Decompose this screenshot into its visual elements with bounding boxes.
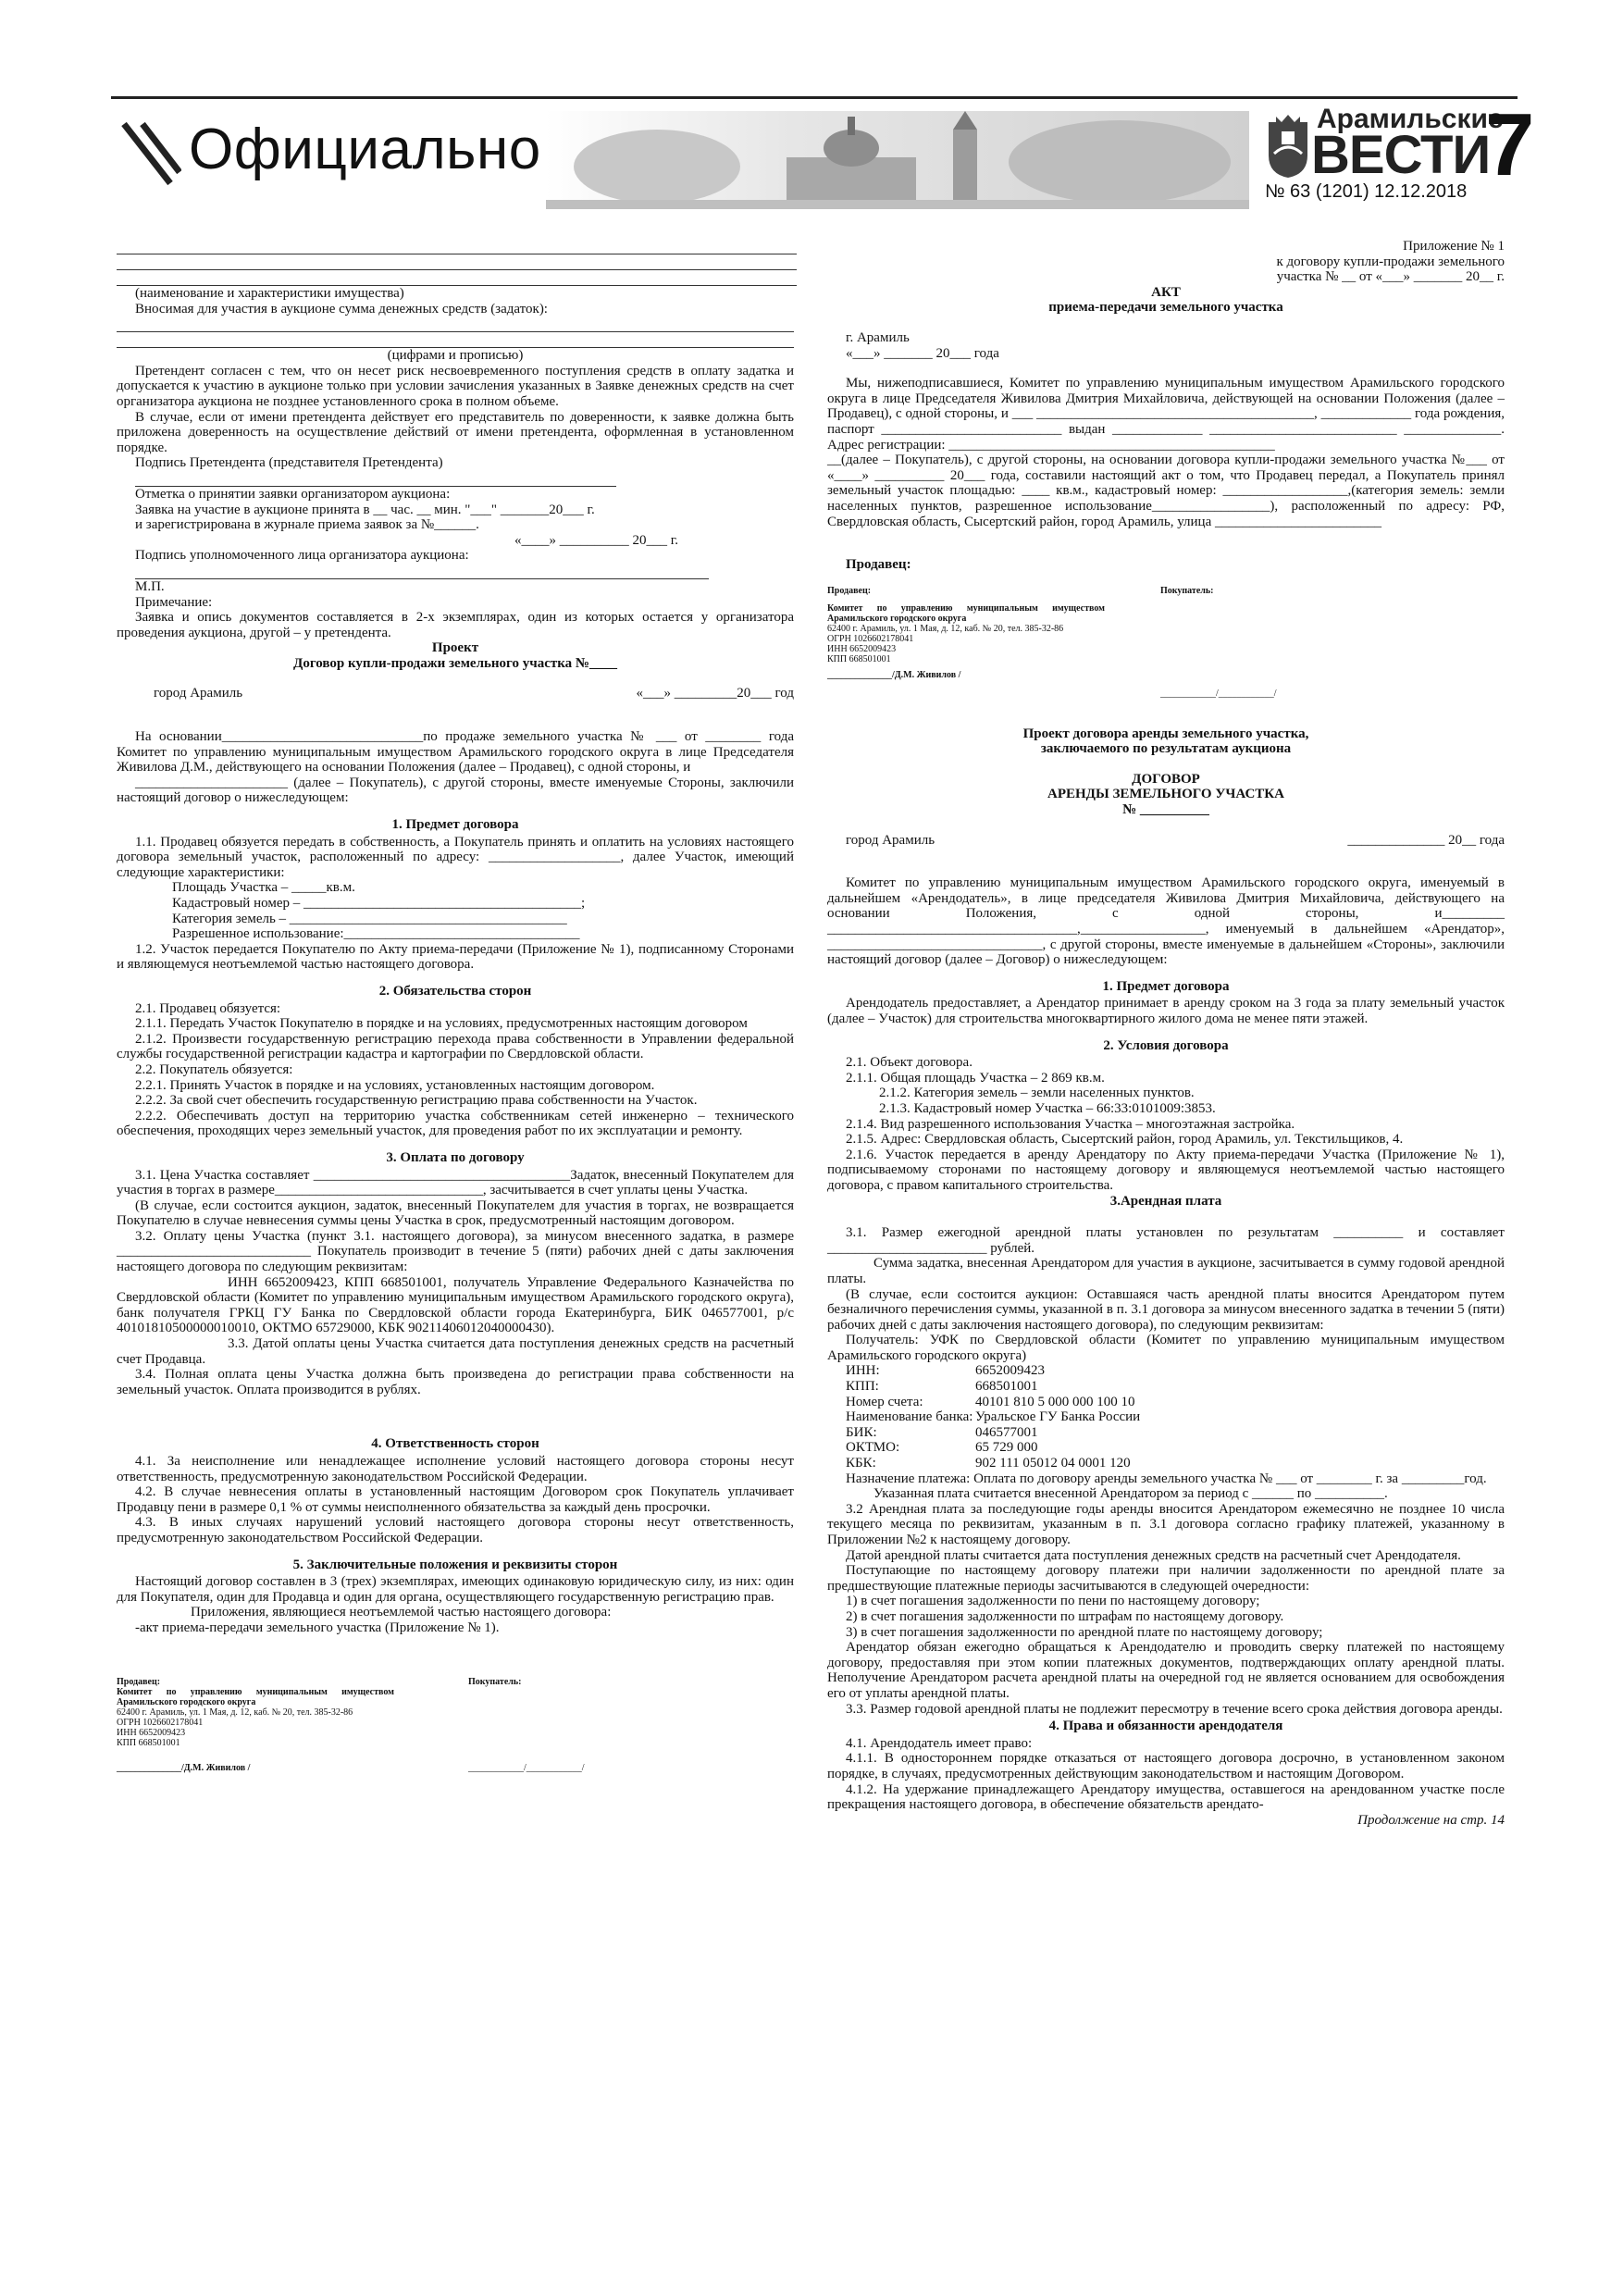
seller-label: Продавец: [827, 585, 872, 596]
blank-line [117, 254, 797, 270]
appendix-ref: к договору купли-продажи земельного [1276, 254, 1505, 269]
deposit-label: Вносимая для участия в аукционе сумма денежных средств (задаток): [135, 301, 548, 316]
paragraph: В случае, если от имени претендента действует его представитель по доверенности, к заявке должна быть приложена доверенность на осуществление действий от имени претендента, оформленная в установленном порядке. [117, 409, 794, 455]
requisite-key: ИНН: [846, 1363, 880, 1379]
signature-line [135, 471, 616, 487]
requisite-row [827, 1409, 1505, 1425]
blank-line [117, 332, 794, 348]
continued-note: Продолжение на стр. 14 [1357, 1812, 1505, 1828]
paragraph: 2.1. Объект договора. [846, 1055, 973, 1071]
requisite-value: 046577001 [975, 1424, 1038, 1440]
paragraph: 2.1.1. Общая площадь Участка – 2 869 кв.м. [846, 1070, 1105, 1086]
date: ______________ 20__ года [1347, 832, 1505, 848]
section-heading: 1. Предмет договора [1102, 978, 1230, 994]
paragraph: 3.3. Размер годовой арендной платы не подлежит пересмотру в течение всего срока действия договора аренды. [846, 1701, 1503, 1717]
paragraph: Претендент согласен с тем, что он несет риск несвоевременного поступления средств в оплату задатка и допускается к участию в аукционе только при условии зачисления указанных в Заявке денежных средств на счет организатора аукциона не позднее установленного срока в полном объеме. [117, 363, 794, 409]
seller-signature: ______________/Д.М. Живилов / [117, 1762, 251, 1773]
section-heading: 2. Обязательства сторон [378, 983, 532, 999]
field-line: Категория земель – ________________________________________ [172, 911, 567, 926]
appendix-ref: участка № __ от «___» _______ 20__ г. [1276, 269, 1505, 285]
buyer-signature: ____________/____________/ [1160, 688, 1277, 699]
page-header [111, 95, 1535, 209]
stamp-mark: М.П. [135, 578, 165, 594]
newspaper-logo [1263, 100, 1504, 211]
section-heading: 3.Арендная плата [1109, 1193, 1222, 1209]
seller-address: 62400 г. Арамиль, ул. 1 Мая, д. 12, каб. № 20, тел. 385-32-86 [827, 623, 1064, 634]
lease-project-title: Проект договора аренды земельного участка, [1022, 726, 1309, 741]
seller-address: 62400 г. Арамиль, ул. 1 Мая, д. 12, каб. № 20, тел. 385-32-86 [117, 1706, 353, 1718]
paragraph: Арендодатель предоставляет, а Арендатор принимает в аренду сроком на 3 года за плату земельный участок (далее – Участок) для строительства многоквартирного жилого дома не менее пяти этажей. [827, 996, 1505, 1026]
seller-name: Комитет по управлению муниципальным имуществом Арамильского городского округа [827, 602, 1105, 624]
paragraph: Сумма задатка, внесенная Арендатором для участия в аукционе, засчитывается в сумму годовой арендной платы. [827, 1256, 1505, 1286]
paragraph: Приложения, являющиеся неотъемлемой частью настоящего договора: [191, 1605, 612, 1620]
paragraph: Комитет по управлению муниципальным имуществом Арамильского городского округа, именуемый в дальнейшем «Арендодатель», в лице председателя Живилова Дмитрия Михайловича, действующего на основании Положения, с одной стороны, и_________ ____________________________________,__________________, именуемый в дальнейшем «Арендатор», _______________________________, с другой стороны, вместе именуемые в дальнейшем «Стороны», заключили настоящий договор (далее – Договор) о нижеследующем: [827, 875, 1505, 968]
city: город Арамиль [846, 832, 935, 848]
paragraph: 3.2. Оплату цены Участка (пункт 3.1. настоящего договора), за минусом внесенного задатка, в размере ____________________________ Покупатель производит в течение 5 (пяти) рабочих дней с даты заключения настоящего договора по следующим реквизитам: [117, 1228, 794, 1275]
date: «___» _________20___ год [636, 686, 794, 701]
appendix-label: Приложение № 1 [1403, 239, 1505, 254]
paragraph: 2.1.1. Передать Участок Покупателю в порядке и на условиях, предусмотренных настоящим договором [135, 1016, 748, 1032]
digits-caption: (цифрами и прописью) [387, 348, 524, 364]
requisite-row [827, 1363, 1505, 1379]
paragraph: 3.4. Полная оплата цены Участка должна быть произведена до регистрации права собственности на земельный участок. Оплата производится в рублях. [117, 1367, 794, 1397]
project-label: Проект [431, 640, 479, 656]
paragraph: и зарегистрирована в журнале приема заявок за №______. [135, 517, 479, 533]
contract-title: Договор купли-продажи земельного участка №____ [293, 655, 617, 671]
blank-line [117, 239, 797, 254]
section-heading: 5. Заключительные положения и реквизиты сторон [292, 1557, 618, 1572]
paragraph: 2) в счет погашения задолженности по штрафам по настоящему договору. [846, 1608, 1284, 1624]
city: г. Арамиль [846, 329, 910, 345]
paragraph: -акт приема-передачи земельного участка (Приложение № 1). [135, 1620, 500, 1635]
city: город Арамиль [154, 686, 243, 701]
section-heading: 4. Права и обязанности арендодателя [1048, 1719, 1283, 1734]
city-crest-icon [1265, 113, 1311, 180]
church-photo-banner [546, 111, 1249, 209]
date-line: «____» __________ 20___ г. [514, 532, 678, 548]
paragraph: 4.2. В случае невнесения оплаты в установленный настоящим Договором срок Покупатель уплачивает Продавцу пени в размере 0,1 % от суммы неисполненного обязательства за каждый день просрочки. [117, 1484, 794, 1515]
right-column [827, 239, 1505, 1828]
lease-project-subtitle: заключаемого по результатам аукциона [1040, 741, 1292, 757]
lease-title: АРЕНДЫ ЗЕМЕЛЬНОГО УЧАСТКА [1047, 787, 1285, 802]
section-heading: 1. Предмет договора [391, 817, 519, 833]
paragraph: 2.1.2. Категория земель – земли населенных пунктов. [879, 1086, 1195, 1101]
paragraph: 4.1.2. На удержание принадлежащего Арендатору имущества, оставшегося на арендованном участке после прекращения настоящего договора, в обеспечение обязательств арендато- [827, 1781, 1505, 1813]
buyer-block [1160, 586, 1277, 699]
date: «___» _______ 20___ года [846, 345, 999, 361]
requisite-row [827, 1440, 1505, 1456]
seller-kpp: КПП 668501001 [117, 1737, 180, 1748]
page-number: 7 [1485, 95, 1535, 194]
seller-kpp: КПП 668501001 [827, 653, 891, 664]
paragraph: 3.1. Размер ежегодной арендной платы установлен по результатам __________ и составляет _______________________ рублей. [827, 1225, 1505, 1256]
paragraph: 4.3. В иных случаях нарушений условий настоящего договора стороны несут ответственность, предусмотренную законодательством Российской Федерации. [117, 1515, 794, 1545]
signature-block [117, 1677, 794, 1773]
buyer-label: Покупатель: [468, 1676, 522, 1687]
paragraph: 3) в счет погашения задолженности по арендной плате по настоящему договору; [846, 1624, 1323, 1640]
requisite-key: БИК: [846, 1424, 877, 1440]
paragraph: Мы, нижеподписавшиеся, Комитет по управлению муниципальным имуществом Арамильского городского округа в лице Председателя Живилова Дмитрия Михайловича, действующей на основании Положения (далее – Продавец), с одной стороны, и ___ ________________________________________, _____________ года рождения, паспорт __________________________ выдан _____________ ___________________________ ______________. Адрес регистрации: _______________________________________________ [827, 376, 1505, 453]
seller-inn: ИНН 6652009423 [117, 1727, 186, 1738]
requisite-key: КПП: [846, 1379, 879, 1395]
requisite-value: Уральское ГУ Банка России [975, 1409, 1141, 1425]
paragraph: (В случае, если состоится аукцион: Оставшаяся часть арендной платы вносится Арендатором путем безналичного перечисления суммы, указанной в п. 3.1 договора за минусом внесенного задатка в течении 5 (пяти) рабочих дней с даты заключения настоящего договора), по следующим реквизитам: [827, 1286, 1505, 1333]
brand-top-text: Арамильские [1317, 104, 1504, 134]
requisite-value: 668501001 [975, 1379, 1038, 1395]
paragraph: 2.1.2. Произвести государственную регистрацию перехода права собственности в Управлении федеральной службы государственной регистрации кадастра и картографии по Свердловской области. [117, 1031, 794, 1062]
field-line: Кадастровый номер – ________________________________________; [172, 896, 586, 911]
buyer-signature: ____________/____________/ [468, 1762, 585, 1773]
paragraph: 4.1. Арендодатель имеет право: [846, 1735, 1033, 1751]
paragraph: Отметка о принятии заявки организатором аукциона: [135, 486, 451, 502]
seller-ogrn: ОГРН 1026602178041 [117, 1717, 204, 1728]
paragraph: 4.1. За неисполнение или ненадлежащее исполнение условий настоящего договора стороны несут ответственность, предусмотренную законодательством Российской Федерации. [117, 1454, 794, 1484]
paragraph: Заявка на участие в аукционе принята в __ час. __ мин. "___" _______20___ г. [135, 502, 595, 517]
paragraph: Настоящий договор составлен в 3 (трех) экземплярах, имеющих одинаковую юридическую силу, из них: один для Покупателя, один для Продавца и один для органа, осуществляющего государственную регистрацию прав. [117, 1574, 794, 1605]
requisite-row [827, 1456, 1505, 1471]
paragraph: 2.1.4. Вид разрешенного использования Участка – многоэтажная застройка. [846, 1116, 1295, 1132]
act-title: АКТ [1151, 284, 1181, 300]
paragraph: Поступающие по настоящему договору платежи при наличии задолженности по арендной плате за предшествующие платежные периоды засчитываются в следующей очередности: [827, 1563, 1505, 1594]
seller-name: Комитет по управлению муниципальным имуществом Арамильского городского округа [117, 1686, 394, 1707]
requisite-key: Номер счета: [846, 1394, 923, 1409]
seller-label: Продавец: [117, 1676, 161, 1687]
requisite-value: 40101 810 5 000 000 100 10 [975, 1394, 1135, 1409]
city-date-row [827, 833, 1505, 849]
bank-requisites [827, 1363, 1505, 1471]
blank-line [117, 270, 797, 286]
left-column [117, 239, 794, 1773]
seller-signature: ______________/Д.М. Живилов / [827, 669, 961, 680]
paragraph: (В случае, если состоится аукцион, задаток, внесенный Покупателем для участия в торгах, не возвращается Покупателю в случае невнесения суммы цены Участка в срок, предусмотренный настоящим договором. [117, 1198, 794, 1229]
paragraph: Получатель: УФК по Свердловской области (Комитет по управлению муниципальным имуществом Арамильского городского округа) [827, 1333, 1505, 1363]
seller-block [827, 586, 1105, 699]
paragraph: 2.2.2. Обеспечивать доступ на территорию участка собственникам сетей инженерно – технического обеспечения, проходящих через земельный участок, для проведения работ по их эксплуатации и ремонту. [117, 1108, 794, 1139]
paragraph: Арендатор обязан ежегодно обращаться к Арендодателю и проводить сверку платежей по настоящему договору, предоставляя при этом копии платежных документов, подтверждающих оплату арендной платы. Неполучение Арендатором расчета арендной платы на очередной год не является основанием для освобождения его от уплаты арендной платы. [827, 1640, 1505, 1701]
paragraph: 2.1.5. Адрес: Свердловская область, Сысертский район, город Арамиль, ул. Текстильщиков, 4. [846, 1132, 1404, 1148]
slashes-icon [117, 120, 181, 187]
paragraph: 2.1. Продавец обязуется: [135, 1000, 281, 1016]
buyer-block [468, 1677, 585, 1773]
requisite-key: КБК: [846, 1456, 876, 1471]
lease-number: № __________ [1122, 802, 1209, 818]
paragraph: 2.1.3. Кадастровый номер Участка – 66:33:0101009:3853. [879, 1100, 1216, 1116]
requisite-value: 902 111 05012 04 0001 120 [975, 1456, 1131, 1471]
seller-ogrn: ОГРН 1026602178041 [827, 633, 914, 644]
requisite-row [827, 1395, 1505, 1410]
paragraph: Подпись уполномоченного лица организатора аукциона: [135, 548, 469, 564]
requisite-key: ОКТМО: [846, 1440, 900, 1456]
paragraph: 2.2.2. За свой счет обеспечить государственную регистрацию права собственности на Участок. [135, 1093, 698, 1109]
issue-info: № 63 (1201) 12.12.2018 [1265, 181, 1468, 202]
paragraph: Подпись Претендента (представителя Претендента) [135, 455, 443, 471]
act-subtitle: приема-передачи земельного участка [1048, 300, 1283, 316]
requisite-row [827, 1425, 1505, 1441]
seller-block [117, 1677, 394, 1773]
section-heading: 3. Оплата по договору [386, 1149, 525, 1165]
requisite-value: 65 729 000 [975, 1440, 1038, 1456]
paragraph: Указанная плата считается внесенной Арендатором за период с ______ по __________. [873, 1486, 1388, 1502]
paragraph: 3.1. Цена Участка составляет _____________________________________Задаток, внесенный Покупателем для участия в торгах в размере______________________________, засчитывается в счет уплаты цены Участка. [117, 1167, 794, 1198]
requisite-row [827, 1379, 1505, 1395]
field-line: Площадь Участка – _____кв.м. [172, 880, 355, 896]
paragraph: 3.3. Датой оплаты цены Участка считается дата поступления денежных средств на расчетный счет Продавца. [117, 1336, 794, 1367]
city-date-row [117, 686, 794, 701]
seller-inn: ИНН 6652009423 [827, 643, 897, 654]
paragraph: На основании_____________________________по продаже земельного участка № ___ от ________ года Комитет по управлению муниципальным имуществом Арамильского городского округа в лице Председателя Живилова Д.М., действующего на основании Положения (далее – Продавец), с одной стороны, и [117, 729, 794, 776]
property-caption: (наименование и характеристики имущества) [135, 286, 404, 301]
blank-line [117, 316, 794, 332]
signature-line [135, 564, 709, 579]
paragraph: Датой арендной платы считается дата поступления денежных средств на расчетный счет Арендодателя. [846, 1547, 1461, 1563]
paragraph: 1.1. Продавец обязуется передать в собственность, а Покупатель принять и оплатить на условиях настоящего договора земельный участок, расположенный по адресу: ___________________, далее Участок, имеющий следующие характеристики: [117, 834, 794, 880]
paragraph: 2.2.1. Принять Участок в порядке и на условиях, установленных настоящим договором. [135, 1077, 655, 1093]
paragraph: 2.2. Покупатель обязуется: [135, 1061, 293, 1077]
paragraph: 3.2 Арендная плата за последующие годы аренды вносится Арендатором ежемесячно не позднее 10 числа текущего месяца по реквизитам, указанным в п. 3.1 договора согласно графику платежей, указанному в Приложении №2 к настоящему договору. [827, 1501, 1505, 1547]
paragraph: 4.1.1. В одностороннем порядке отказаться от настоящего договора досрочно, в установленном законом порядке, в случаях, предусмотренных действующим законодательством и настоящим Договором. [827, 1751, 1505, 1781]
paragraph: ______________________ (далее – Покупатель), с другой стороны, вместе именуемые Стороны, заключили настоящий договор о нижеследующем: [117, 775, 794, 806]
buyer-label: Покупатель: [1160, 585, 1214, 596]
paragraph: Назначение платежа: Оплата по договору аренды земельного участка № ___ от ________ г. за _________год. [846, 1471, 1487, 1486]
paragraph: 1) в счет погашения задолженности по пени по настоящему договору; [846, 1594, 1260, 1609]
header-top-rule [111, 96, 1518, 99]
note-label: Примечание: [135, 594, 213, 610]
paragraph: Заявка и опись документов составляется в 2-х экземплярах, один из которых остается у организатора проведения аукциона, другой – у претендента. [117, 610, 794, 640]
requisite-value: 6652009423 [975, 1363, 1045, 1379]
seller-heading: Продавец: [846, 557, 911, 573]
lease-title: ДОГОВОР [1132, 771, 1200, 787]
requisite-key: Наименование банка: [846, 1409, 973, 1425]
signature-block [827, 586, 1505, 699]
section-title: Официально [189, 118, 541, 181]
paragraph: 1.2. Участок передается Покупателю по Акту приема-передачи (Приложение № 1), подписанному Сторонами и являющемуся неотъемлемой частью настоящего договора. [117, 941, 794, 973]
section-heading: 2. Условия договора [1103, 1037, 1229, 1053]
section-heading: 4. Ответственность сторон [371, 1436, 539, 1452]
brand-main-text: ВЕСТИ [1311, 125, 1491, 185]
paragraph: 2.1.6. Участок передается в аренду Арендатору по Акту приема-передачи Участка (Приложение № 1), подписываемому сторонами по настоящему договору и являющемуся неотъемлемой частью настоящего договора, с правом капитального строительства. [827, 1147, 1505, 1193]
paragraph: __(далее – Покупатель), с другой стороны, на основании договора купли-продажи земельного участка №___ от «____» __________ 20___ года, составили настоящий акт о том, что Продавец передал, а Покупатель принял земельный участок площадью: ____ кв.м., кадастровый номер: __________________,(категория земель: земли населенных пунктов, разрешенное использование_________________), расположенный по адресу: РФ, Свердловская область, Сысертский район, город Арамиль, улица ________________________ [827, 453, 1505, 529]
paragraph: ИНН 6652009423, КПП 668501001, получатель Управление Федерального Казначейства по Свердловской области (Комитет по управлению муниципальным имуществом Арамильского городского округа), банк получателя ГРКЦ ГУ Банка по Свердловской области города Екатеринбурга, БИК 046577001, р/с 40101810500000010010, ОКТМО 65729000, КБК 90211406012040000430). [117, 1274, 794, 1336]
field-line: Разрешенное использование:__________________________________ [172, 926, 580, 942]
